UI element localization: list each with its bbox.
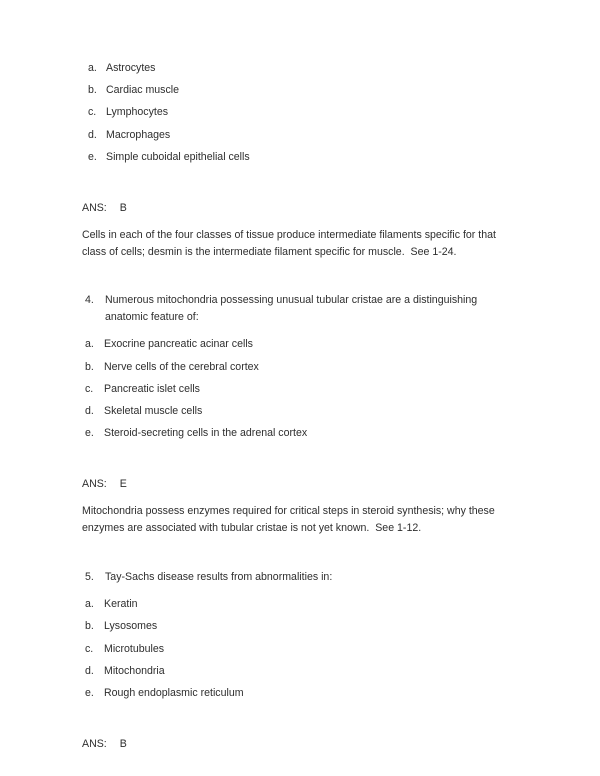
rationale-paragraph: Mitochondria possess enzymes required for critical steps in steroid synthesis; why these enzymes are associated with tubular cristae is not yet known. See 1-12.	[82, 505, 498, 535]
spacer	[82, 538, 522, 569]
answer-value: E	[119, 478, 127, 491]
option-text: Astrocytes	[106, 62, 156, 74]
answer-option-list	[82, 338, 522, 440]
option-text: Keratin	[104, 598, 138, 611]
option-letter: d.	[85, 404, 94, 417]
list-item	[85, 643, 522, 656]
list-item	[85, 405, 522, 418]
list-item	[85, 620, 522, 633]
option-text: Lymphocytes	[106, 106, 169, 119]
spacer	[82, 325, 522, 338]
list-item	[85, 361, 522, 374]
spacer	[82, 491, 522, 503]
list-item	[85, 598, 522, 611]
answer-value: B	[119, 201, 127, 214]
list-item	[85, 427, 522, 440]
list-item	[88, 106, 522, 119]
question-text: Numerous mitochondria possessing unusual tubular cristae are a distinguishing anatomic feature of:	[105, 294, 478, 323]
spacer	[82, 261, 522, 292]
option-text: Pancreatic islet cells	[104, 382, 200, 395]
answer-option-list	[82, 62, 522, 164]
option-letter: b.	[85, 620, 94, 633]
rationale-paragraph: Cells in each of the four classes of tissue produce intermediate filaments specific for that class of cells; desmin is the intermediate filament specific for muscle. See 1-24.	[82, 228, 499, 259]
answer-label: ANS:	[82, 738, 107, 751]
option-text: Rough endoplasmic reticulum	[104, 686, 244, 699]
question-number: 5.	[85, 570, 94, 583]
option-letter: a.	[85, 338, 94, 351]
option-text: Nerve cells of the cerebral cortex	[104, 360, 259, 373]
option-letter: c.	[88, 106, 97, 119]
option-letter: a.	[88, 62, 97, 74]
answer-label: ANS:	[82, 478, 107, 491]
answer-option-list	[82, 598, 522, 700]
option-letter: e.	[88, 150, 97, 163]
spacer	[82, 709, 522, 738]
answer-key-line	[82, 478, 522, 491]
option-letter: e.	[85, 686, 94, 699]
option-text: Simple cuboidal epithelial cells	[106, 150, 250, 163]
option-text: Steroid-secreting cells in the adrenal cortex	[104, 427, 308, 440]
option-letter: b.	[88, 84, 97, 97]
option-text: Microtubules	[104, 642, 165, 655]
question-number: 4.	[85, 294, 94, 307]
answer-key-line	[82, 202, 522, 215]
list-item	[85, 338, 522, 351]
option-letter: c.	[85, 642, 94, 655]
spacer	[82, 585, 522, 598]
list-item	[88, 84, 522, 97]
option-text: Macrophages	[106, 128, 171, 141]
answer-key-line	[82, 738, 522, 751]
list-item	[88, 62, 522, 75]
option-text: Exocrine pancreatic acinar cells	[104, 338, 253, 351]
question-stem	[82, 569, 515, 586]
list-item	[85, 687, 522, 700]
page-content	[82, 62, 522, 751]
list-item	[88, 129, 522, 142]
option-text: Mitochondria	[104, 664, 165, 677]
option-text: Skeletal muscle cells	[104, 404, 203, 417]
spacer	[82, 449, 522, 478]
option-letter: b.	[85, 360, 94, 373]
answer-label: ANS:	[82, 201, 107, 214]
answer-value: B	[119, 738, 127, 751]
option-letter: d.	[85, 664, 94, 677]
list-item	[88, 151, 522, 164]
spacer	[82, 215, 522, 227]
option-letter: d.	[88, 128, 97, 141]
list-item	[85, 383, 522, 396]
question-text: Tay-Sachs disease results from abnormalities in:	[105, 570, 333, 583]
option-letter: a.	[85, 598, 94, 611]
question-stem	[82, 292, 515, 325]
option-letter: c.	[85, 382, 94, 395]
spacer	[82, 173, 522, 202]
option-letter: e.	[85, 427, 94, 440]
option-text: Cardiac muscle	[106, 84, 180, 97]
option-text: Lysosomes	[104, 620, 158, 633]
list-item	[85, 665, 522, 678]
